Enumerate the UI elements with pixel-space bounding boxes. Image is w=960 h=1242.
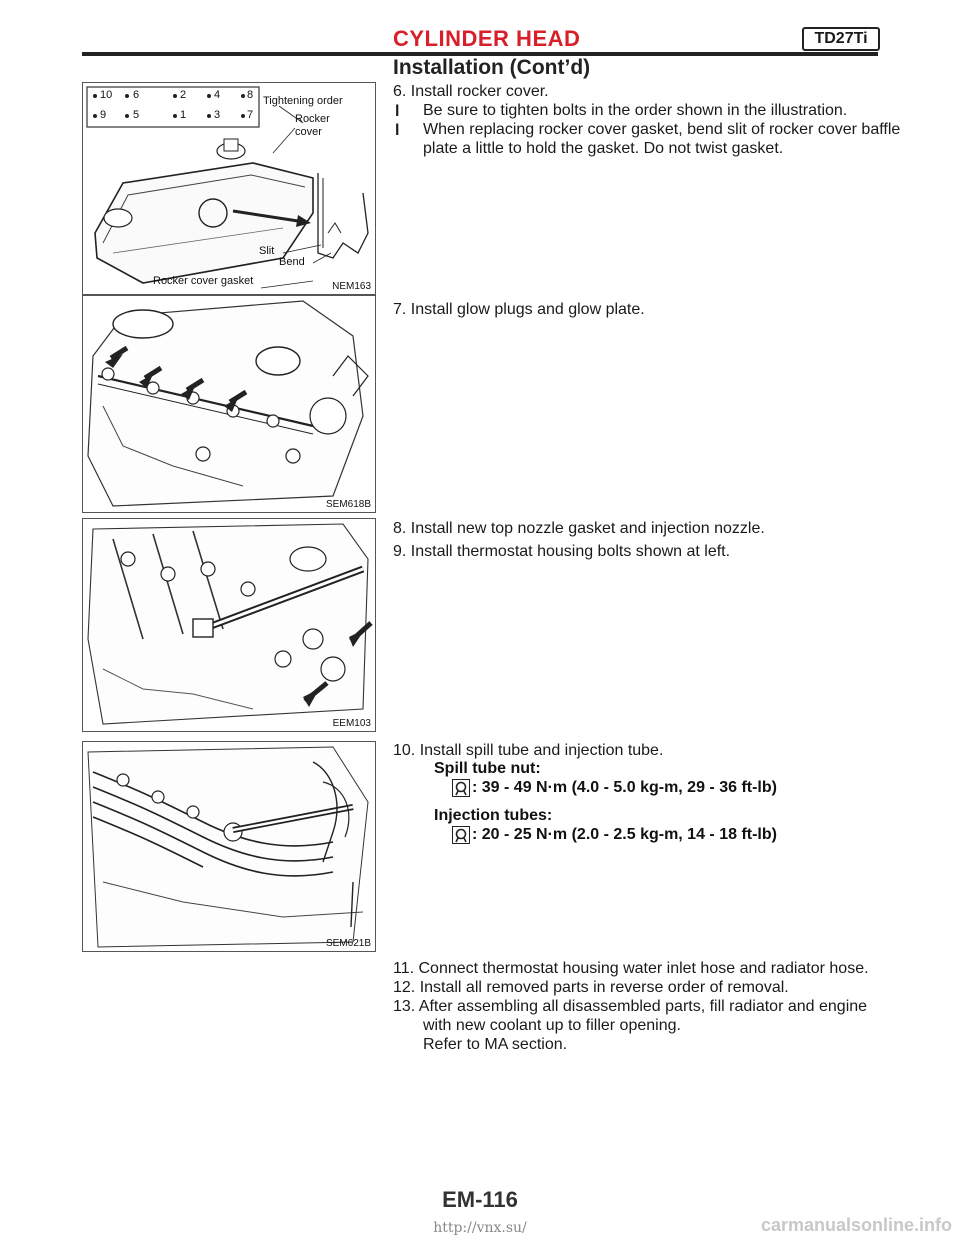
bolt-order-9: 9 [100,109,107,121]
step-13-cont-1: with new coolant up to filler opening. [423,1017,681,1034]
bolt-order-6: 6 [133,89,140,101]
figure-rocker-cover [82,82,376,295]
section-title: Installation (Cont’d) [393,56,591,79]
torque-wrench-icon [452,826,470,844]
step-11: 11. Connect thermostat housing water inlet hose and radiator hose. [393,960,869,977]
figure-spill-tube [82,741,376,952]
figure-code: SEM618B [325,499,371,510]
bolt-order-10: 10 [100,89,113,101]
figure-glow-plugs [82,295,376,513]
label-slit: Slit [259,245,275,257]
bullet-icon: l [395,103,400,120]
figure-code: SEM621B [325,938,371,949]
bullet-icon: l [395,122,400,139]
label-rocker-cover: Rocker cover [295,113,330,138]
step-13: 13. After assembling all disassembled parts, fill radiator and engine [393,998,868,1015]
label-rocker-cover-gasket: Rocker cover gasket [153,275,254,287]
spill-tube-label: Spill tube nut: [434,760,541,777]
step-13-cont-2: Refer to MA section. [423,1036,568,1053]
step-9: 9. Install thermostat housing bolts shown at left. [393,543,731,560]
rocker-cover-illustration [83,83,375,294]
page-number: EM-116 [442,1187,518,1212]
footer-link[interactable]: http://vnx.su/ [433,1220,527,1236]
injection-tubes-spec [452,826,777,844]
glow-plug-illustration [83,296,375,512]
bolt-order-2: 2 [180,89,187,101]
label-bend: Bend [279,256,305,268]
bolt-order-4: 4 [214,89,221,101]
step-6-bullet-1 [393,101,913,120]
step-8: 8. Install new top nozzle gasket and injection nozzle. [393,520,765,537]
bullet-text: Be sure to tighten bolts in the order shown in the illustration. [423,102,848,119]
bolt-order-5: 5 [133,109,140,121]
injection-tubes-label: Injection tubes: [434,807,553,824]
label-tightening-order: Tightening order [263,95,343,107]
spill-tube-illustration [83,742,375,951]
step-6: 6. Install rocker cover. [393,83,549,100]
bolt-order-8: 8 [247,89,254,101]
spill-tube-torque: : 39 - 49 N·m (4.0 - 5.0 kg-m, 29 - 36 ft-lb) [472,779,777,797]
injection-tubes-torque: : 20 - 25 N·m (2.0 - 2.5 kg-m, 14 - 18 ft-lb) [472,826,777,844]
figure-code: NEM163 [332,281,371,292]
step-12: 12. Install all removed parts in reverse order of removal. [393,979,789,996]
spill-tube-spec [452,779,777,797]
figure-code: EEM103 [332,718,371,729]
bullet-text: When replacing rocker cover gasket, bend slit of rocker cover baffle plate a little to hold the gasket. Do not twist gasket. [423,121,901,157]
bolt-order-7: 7 [247,109,254,121]
step-6-bullet-2 [393,120,913,158]
injection-nozzle-illustration [83,519,375,731]
watermark: carmanualsonline.info [760,1215,952,1235]
step-7: 7. Install glow plugs and glow plate. [393,301,645,318]
page-header-title: CYLINDER HEAD [393,26,581,51]
torque-wrench-icon [452,779,470,797]
figure-injection-nozzle [82,518,376,732]
model-badge: TD27Ti [802,27,880,51]
step-10: 10. Install spill tube and injection tube. [393,742,664,759]
bolt-order-3: 3 [214,109,221,121]
bolt-order-1: 1 [180,109,187,121]
